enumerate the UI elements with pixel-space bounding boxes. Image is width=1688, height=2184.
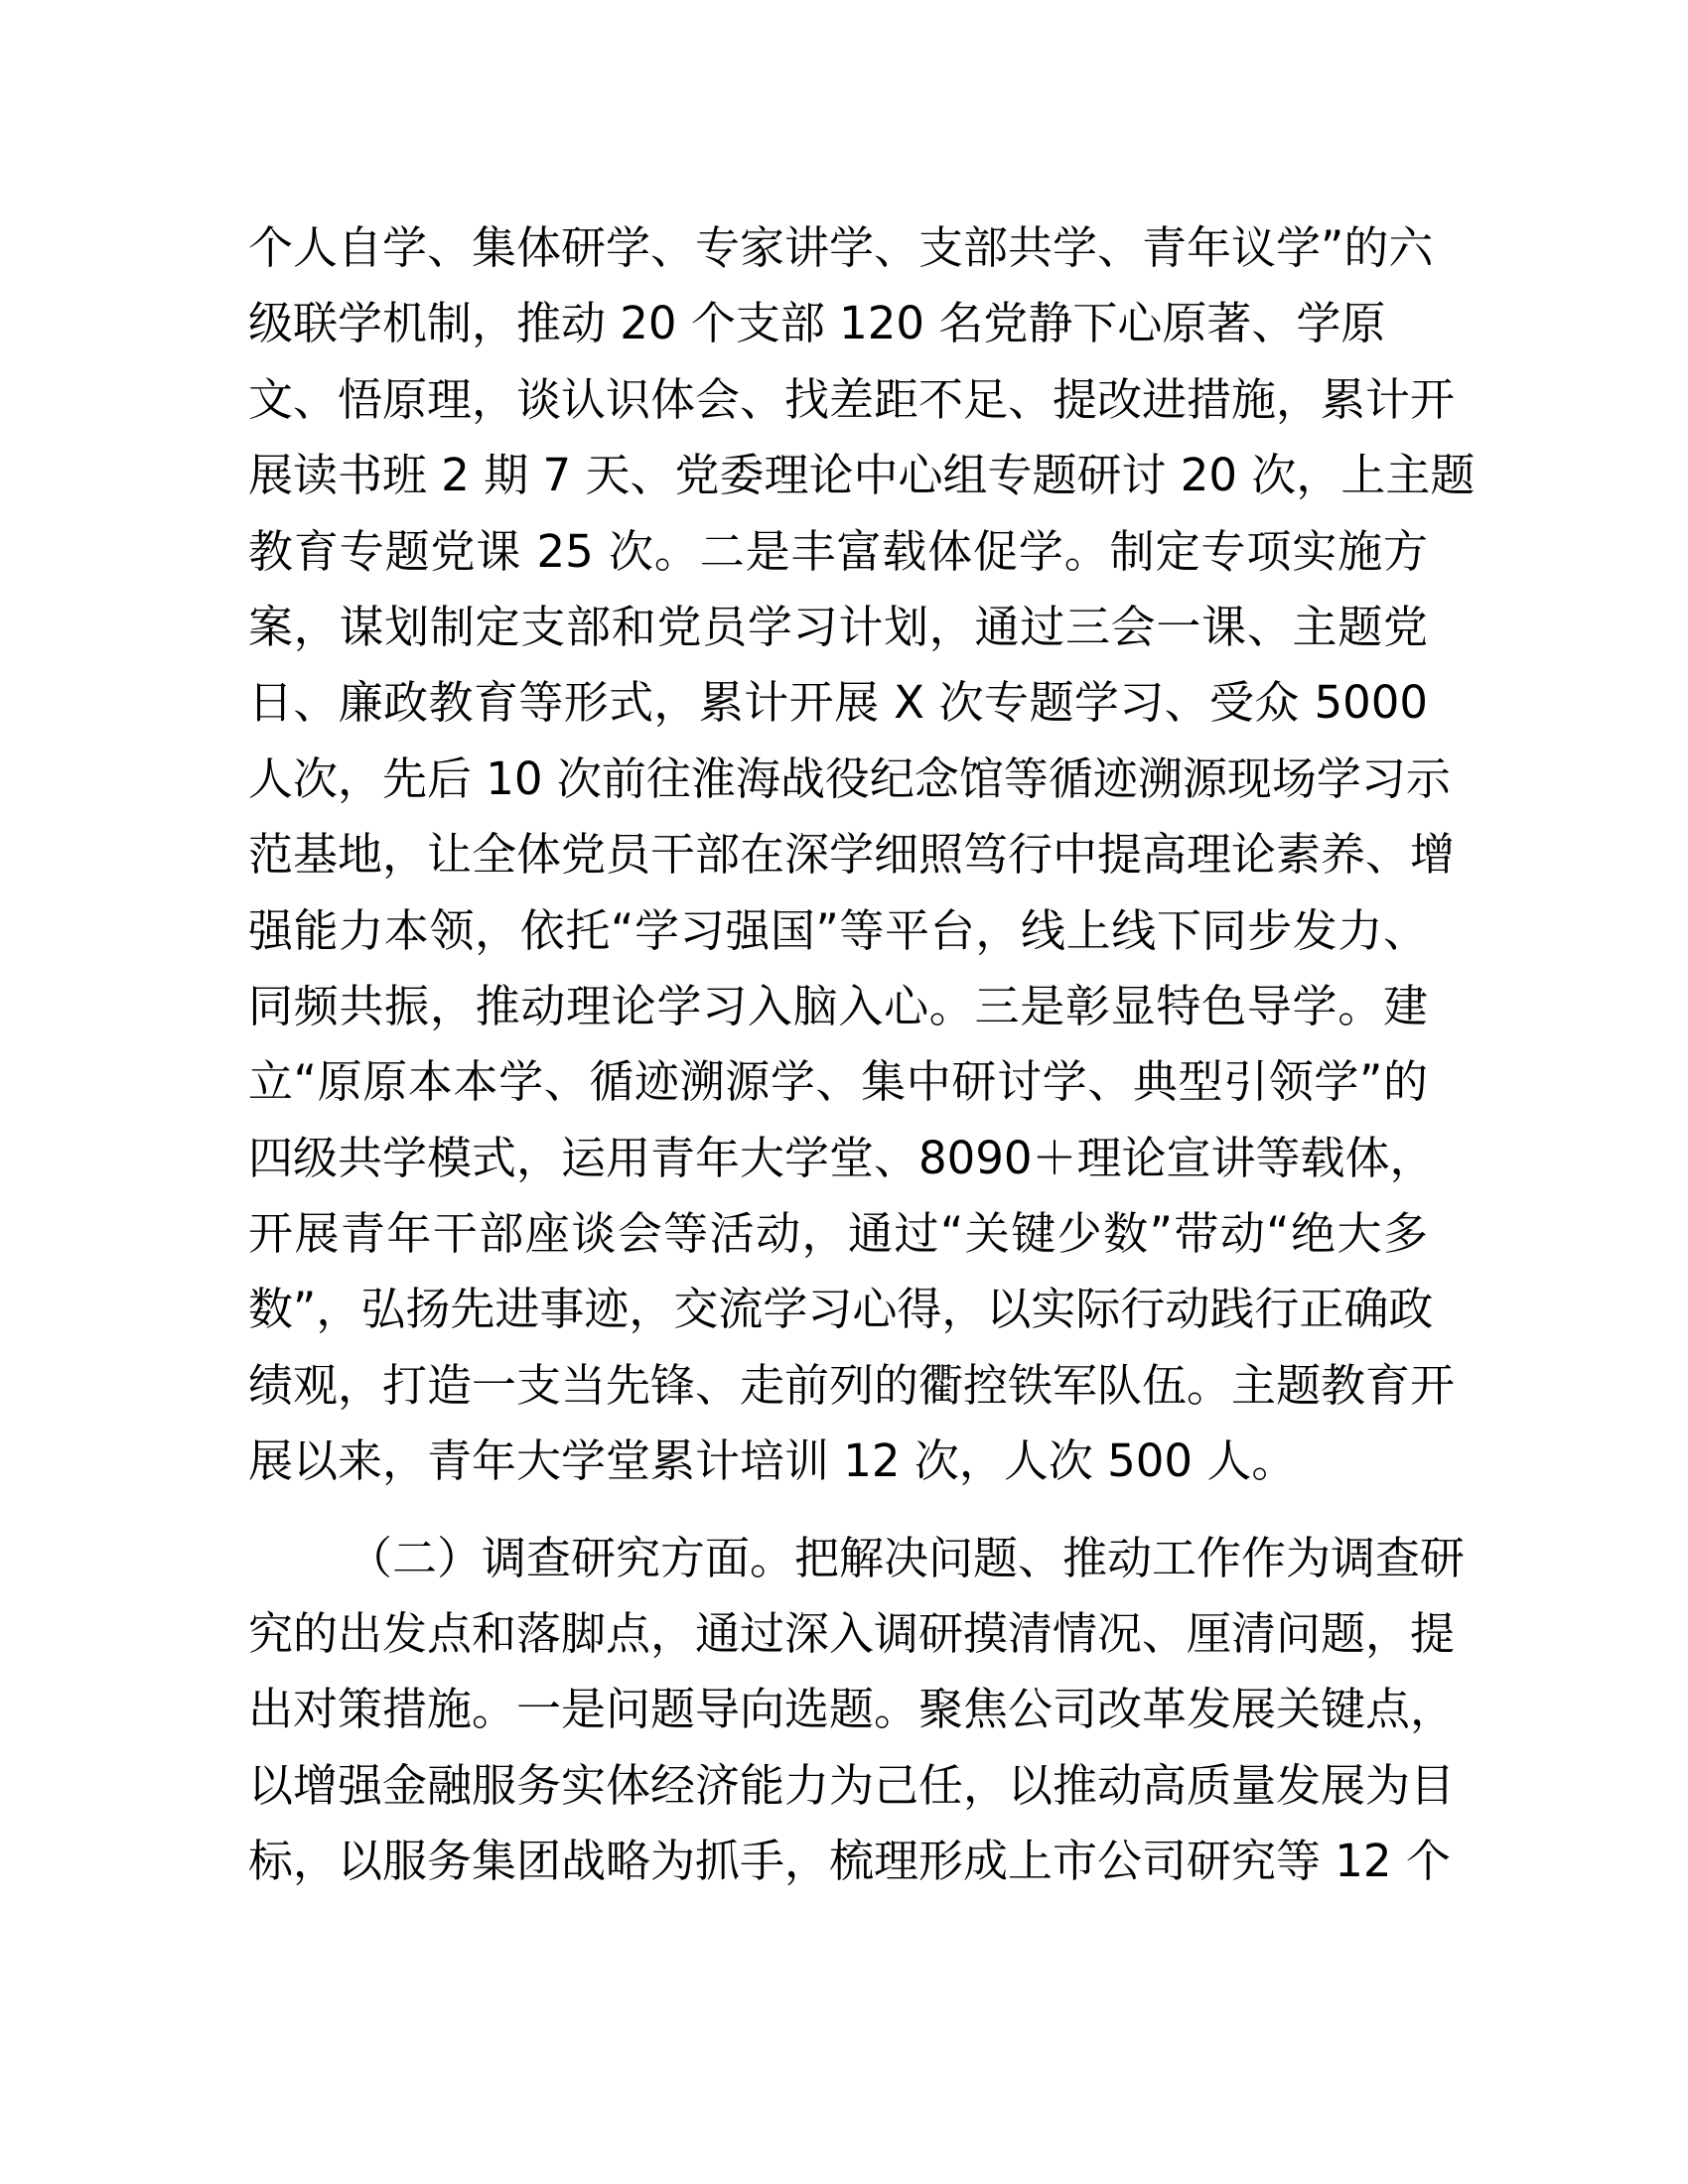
text-line: 出对策措施。一是问题导向选题。聚焦公司改革发展关键点， [248,1683,1456,1736]
text-line: 以增强金融服务实体经济能力为己任，以推动高质量发展为目 [248,1758,1456,1812]
text-line: 日、廉政教育等形式，累计开展 X 次专题学习、受众 5000 [248,676,1428,730]
text-line: 展以来，青年大学堂累计培训 12 次，人次 500 人。 [248,1434,1297,1488]
text-line: 强能力本领，依托“学习强国”等平台，线上线下同步发力、 [248,903,1428,957]
text-line: 四级共学模式，运用青年大学堂、8090＋理论宣讲等载体， [248,1131,1435,1184]
section-heading-line: （二）调查研究方面。把解决问题、推动工作作为调查研 [348,1531,1466,1584]
text-line: 案，谋划制定支部和党员学习计划，通过三会一课、主题党 [248,600,1428,653]
text-line: 开展青年干部座谈会等活动，通过“关键少数”带动“绝大多 [248,1207,1428,1261]
text-line: 立“原原本本学、循迹溯源学、集中研讨学、典型引领学”的 [248,1055,1428,1109]
text-line: 个人自学、集体研学、专家讲学、支部共学、青年议学”的六 [248,221,1434,274]
paragraph-research [248,1521,1466,1900]
text-line: 教育专题党课 25 次。二是丰富载体促学。制定专项实施方 [248,524,1428,578]
text-line: 人次，先后 10 次前往淮海战役纪念馆等循迹溯源现场学习示 [248,751,1451,805]
text-line: 绩观，打造一支当先锋、走前列的衢控铁军队伍。主题教育开 [248,1358,1456,1412]
text-line: 文、悟原理，谈认识体会、找差距不足、提改进措施，累计开 [248,372,1456,426]
text-line: 展读书班 2 期 7 天、党委理论中心组专题研讨 20 次，上主题 [248,449,1476,502]
text-line: 数”，弘扬先进事迹，交流学习心得，以实际行动践行正确政 [248,1283,1434,1336]
paragraph-study-mechanisms [248,210,1476,1500]
text-line: 范基地，让全体党员干部在深学细照笃行中提高理论素养、增 [248,828,1456,882]
text-line: 究的出发点和落脚点，通过深入调研摸清情况、厘清问题，提 [248,1607,1456,1661]
document-page [248,210,1476,1900]
text-line: 级联学机制，推动 20 个支部 120 名党静下心原著、学原 [248,297,1386,350]
text-line: 标，以服务集团战略为抓手，梳理形成上市公司研究等 12 个 [248,1835,1451,1888]
text-line: 同频共振，推动理论学习入脑入心。三是彰显特色导学。建 [248,979,1428,1032]
